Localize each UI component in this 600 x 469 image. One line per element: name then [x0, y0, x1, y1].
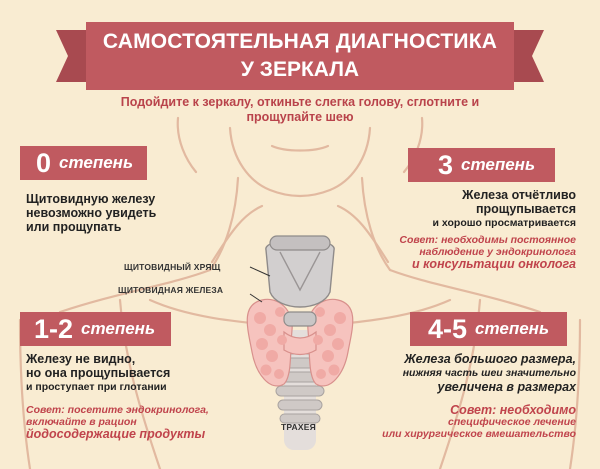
stage-0-desc-line: Щитовидную железу — [26, 192, 156, 206]
stage-4-5-tag — [410, 312, 567, 346]
intro-text — [60, 95, 540, 125]
stage-0-description — [26, 192, 156, 234]
stage-1-2-word: степень — [81, 319, 156, 338]
stage-0-desc-line: или прощупать — [26, 220, 122, 234]
stage-4-5-advice-highlight: Совет: необходимо — [450, 403, 576, 417]
stage-1-2-description — [26, 352, 170, 394]
stage-3-advice-highlight: и консультации онколога — [411, 257, 576, 271]
stage-0-number: 0 — [36, 147, 52, 178]
stage-1-2-desc-small: и проступает при глотании — [26, 381, 167, 393]
intro-line-2: прощупайте шею — [246, 110, 354, 124]
stage-1-2-advice-highlight: йодосодержащие продукты — [26, 427, 206, 441]
stage-3-number: 3 — [438, 149, 454, 180]
stage-0-desc-line: невозможно увидеть — [26, 206, 157, 220]
stage-4-5-desc-line: Железа большого размера, — [404, 352, 576, 366]
stage-4-5-desc-small: нижняя часть шеи значительно — [402, 367, 576, 379]
label-thyroid-cartilage: ЩИТОВИДНЫЙ ХРЯЩ — [124, 262, 221, 272]
stage-1-2-tag — [20, 312, 171, 346]
stage-3-desc-line: прощупывается — [475, 202, 576, 216]
stage-0-tag — [20, 146, 147, 180]
stage-4-5-word: степень — [475, 319, 550, 338]
stage-3-word: степень — [461, 155, 536, 174]
stage-1-2-advice-line: Совет: посетите эндокринолога, — [26, 404, 209, 416]
title-line-2: У ЗЕРКАЛА — [240, 58, 360, 81]
stage-1-2-advice — [26, 404, 209, 440]
intro-line-1: Подойдите к зеркалу, откиньте слегка голову, сглотните и — [120, 95, 480, 109]
stage-3-desc-small: и хорошо просматривается — [432, 217, 576, 229]
stage-1-2-advice-line: включайте в рацион — [26, 416, 137, 428]
stage-3-advice — [399, 234, 576, 270]
stage-3-advice-line: Совет: необходимы постоянное — [399, 234, 576, 246]
stage-3-advice-line: наблюдение у эндокринолога — [419, 246, 576, 258]
label-thyroid-gland: ЩИТОВИДНАЯ ЖЕЛЕЗА — [118, 285, 224, 295]
stage-4-5-advice — [382, 404, 576, 440]
stage-3-desc-line: Железа отчётливо — [462, 188, 576, 202]
stage-1-2-number: 1-2 — [34, 313, 74, 344]
label-trachea: ТРАХЕЯ — [281, 422, 316, 432]
stage-4-5-desc-tail: увеличена в размерах — [437, 380, 576, 394]
stage-1-2-desc-line: но она прощупывается — [26, 366, 171, 380]
stage-0-word: степень — [59, 153, 134, 172]
stage-4-5-advice-line: или хирургическое вмешательство — [382, 428, 576, 440]
title-banner — [72, 22, 528, 90]
stage-4-5-advice-line: специфическое лечение — [448, 416, 576, 428]
title-line-1: САМОСТОЯТЕЛЬНАЯ ДИАГНОСТИКА — [102, 30, 498, 53]
stage-1-2-desc-line: Железу не видно, — [26, 352, 136, 366]
stage-4-5-number: 4-5 — [428, 313, 468, 344]
stage-4-5-description — [403, 352, 576, 394]
pointer-lines — [250, 267, 270, 302]
stage-3-tag — [408, 148, 555, 182]
stage-3-description — [433, 188, 576, 230]
